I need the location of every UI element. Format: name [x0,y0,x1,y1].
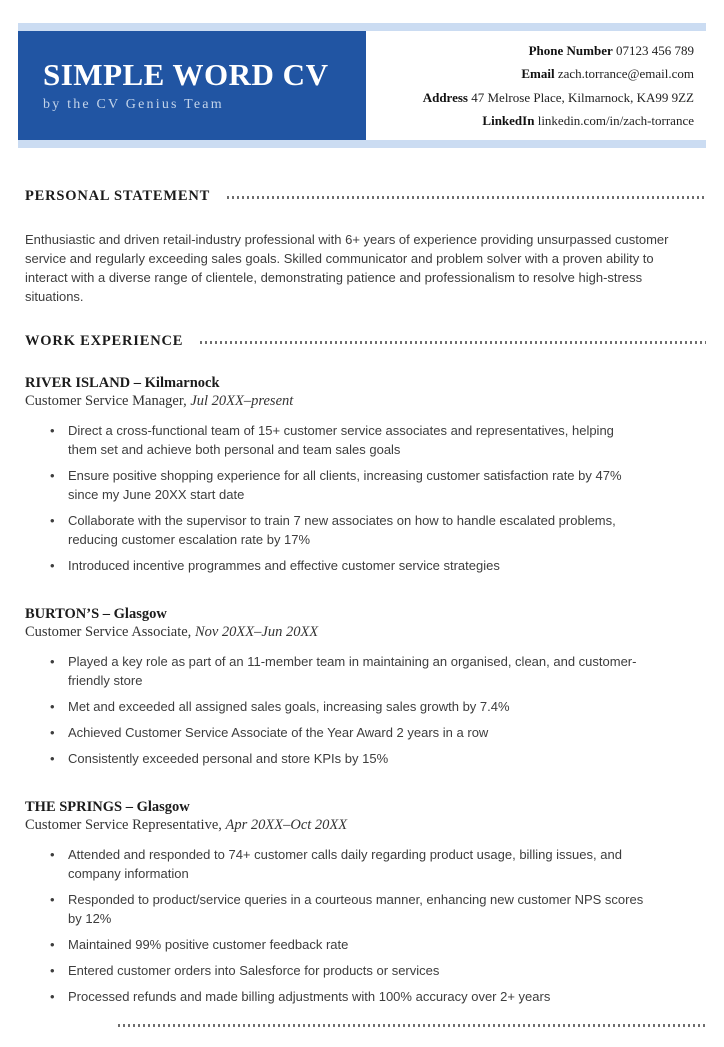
bullet-list [48,845,644,1006]
personal-statement-text: Enthusiastic and driven retail-industry professional with 6+ years of experience providing unsurpassed customer service and regularly exceeding sales goals. Skilled communicator and problem solver with a proven ability to interact with a diverse range of clientele, demonstrating patience and professionalism to resolve high-stress situations. [25,232,669,304]
brand-subtitle: by the CV Genius Team [43,97,224,112]
contact-block [366,31,706,140]
job-role-line [25,392,706,410]
bullet-item: • Collaborate with the supervisor to train 7 new associates on how to handle escalated problems, reducing customer escalation rate by 17% [48,511,644,549]
bullet-item: • Played a key role as part of an 11-member team in maintaining an organised, clean, and customer-friendly store [48,652,644,690]
job-dates: Apr 20XX–Oct 20XX [225,817,348,833]
job-dates: Jul 20XX–present [190,393,294,409]
bullet-item: • Entered customer orders into Salesforce for products or services [48,961,644,980]
address-label: Address [422,89,468,105]
bullet-item: • Attended and responded to 74+ customer calls daily regarding product usage, billing issues, and company information [48,845,644,883]
job-entry [25,799,706,1006]
job-role-line [25,816,706,834]
section-title: WORK EXPERIENCE [25,333,184,349]
linkedin-value: linkedin.com/in/zach-torrance [537,113,694,128]
top-accent-band [18,23,706,31]
job-role: Customer Service Manager, [25,393,187,409]
company-name: RIVER ISLAND – Kilmarnock [25,375,220,391]
work-experience-heading [25,333,706,350]
brand-panel [18,31,366,140]
contact-row-phone [529,39,694,63]
phone-value: 07123 456 789 [616,42,694,58]
email-label: Email [521,66,555,81]
cv-body [25,188,706,1006]
bullet-item: • Direct a cross-functional team of 15+ customer service associates and representatives, helping them set and achieve both personal and team sales goals [48,421,644,459]
personal-statement-heading [25,188,706,205]
linkedin-label: LinkedIn [482,113,535,128]
bullet-item: • Met and exceeded all assigned sales goals, increasing sales growth by 7.4% [48,697,644,716]
bullet-list [48,652,644,768]
address-value: 47 Melrose Place, Kilmarnock, KA99 9ZZ [471,89,694,105]
email-value: zach.torrance@email.com [557,66,694,81]
dotted-leader [227,196,706,199]
bullet-item: • Responded to product/service queries in a courteous manner, enhancing new customer NPS scores by 12% [48,890,644,928]
section-title: PERSONAL STATEMENT [25,188,211,204]
bullet-item: • Consistently exceeded personal and store KPIs by 15% [48,749,644,768]
bullet-item: • Ensure positive shopping experience for all clients, increasing customer satisfaction rate by 47% since my June 20XX start date [48,466,644,504]
bullet-item: • Achieved Customer Service Associate of the Year Award 2 years in a row [48,723,644,742]
job-role: Customer Service Associate, [25,624,192,640]
bullet-item: • Maintained 99% positive customer feedback rate [48,935,644,954]
company-name: THE SPRINGS – Glasgow [25,799,190,815]
contact-row-address [423,86,694,110]
page-title: SIMPLE WORD CV [43,57,329,92]
job-role-line [25,623,706,641]
header-main [18,31,706,140]
job-dates: Nov 20XX–Jun 20XX [194,624,319,640]
bottom-dotted-divider [118,1024,707,1027]
bullet-item: • Processed refunds and made billing adjustments with 100% accuracy over 2+ years [48,987,644,1006]
company-name: BURTON’S – Glasgow [25,606,167,622]
contact-row-linkedin [482,109,694,133]
phone-label: Phone Number [528,42,613,58]
dotted-leader [200,341,706,344]
bullet-item: • Introduced incentive programmes and effective customer service strategies [48,556,644,575]
cv-header [18,23,706,148]
job-entry [25,606,706,768]
job-role: Customer Service Representative, [25,817,222,833]
job-entry [25,375,706,575]
bullet-list [48,421,644,575]
contact-row-email [521,62,694,86]
bottom-accent-band [18,140,706,148]
